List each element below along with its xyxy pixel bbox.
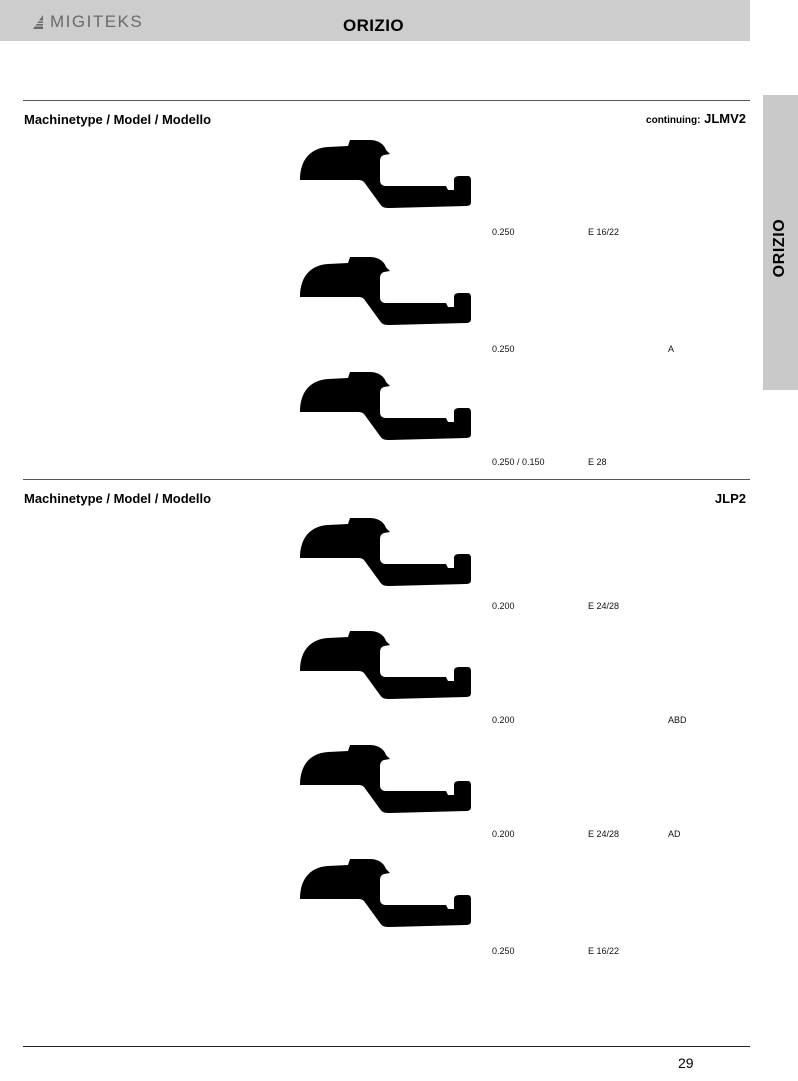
code-value: ABD	[668, 715, 687, 725]
needle-profile-icon	[298, 855, 472, 935]
page-title: ORIZIO	[343, 16, 404, 35]
section-model-prefix: continuing:	[646, 115, 701, 126]
section-model	[646, 111, 746, 126]
header-bar	[0, 0, 750, 41]
butt-value: E 24/28	[588, 601, 620, 611]
gauge-value: 0.250	[492, 227, 515, 237]
needle-profile-icon	[298, 514, 472, 594]
section-model	[715, 491, 746, 506]
needle-profile-icon	[298, 253, 472, 333]
section-title: Machinetype / Model / Modello	[24, 491, 212, 506]
butt-value: E 16/22	[588, 946, 620, 956]
needle-profile-icon	[298, 368, 472, 448]
needle-profile-icon	[298, 741, 472, 821]
butt-value: E 24/28	[588, 829, 620, 839]
section-model-name: JLMV2	[704, 111, 746, 126]
code-value: AD	[668, 829, 681, 839]
side-tab-label: ORIZIO	[771, 218, 788, 278]
needle-profile-icon	[298, 136, 472, 216]
butt-value: E 16/22	[588, 227, 620, 237]
logo-mark-icon	[33, 15, 49, 29]
section-rule	[23, 100, 750, 101]
butt-value: E 28	[588, 457, 607, 467]
code-value: A	[668, 344, 675, 354]
gauge-value: 0.250 / 0.150	[492, 457, 545, 467]
gauge-value: 0.200	[492, 601, 515, 611]
gauge-value: 0.250	[492, 946, 515, 956]
gauge-value: 0.200	[492, 829, 515, 839]
page-number: 29	[678, 1055, 694, 1071]
section-model-name: JLP2	[714, 491, 746, 506]
needle-profile-icon	[298, 627, 472, 707]
logo	[33, 11, 143, 33]
footer-rule	[23, 1046, 750, 1047]
logo-text: MIGITEKS	[50, 12, 144, 31]
gauge-value: 0.200	[492, 715, 515, 725]
section-rule	[23, 479, 750, 480]
gauge-value: 0.250	[492, 344, 515, 354]
section-title: Machinetype / Model / Modello	[24, 112, 212, 127]
